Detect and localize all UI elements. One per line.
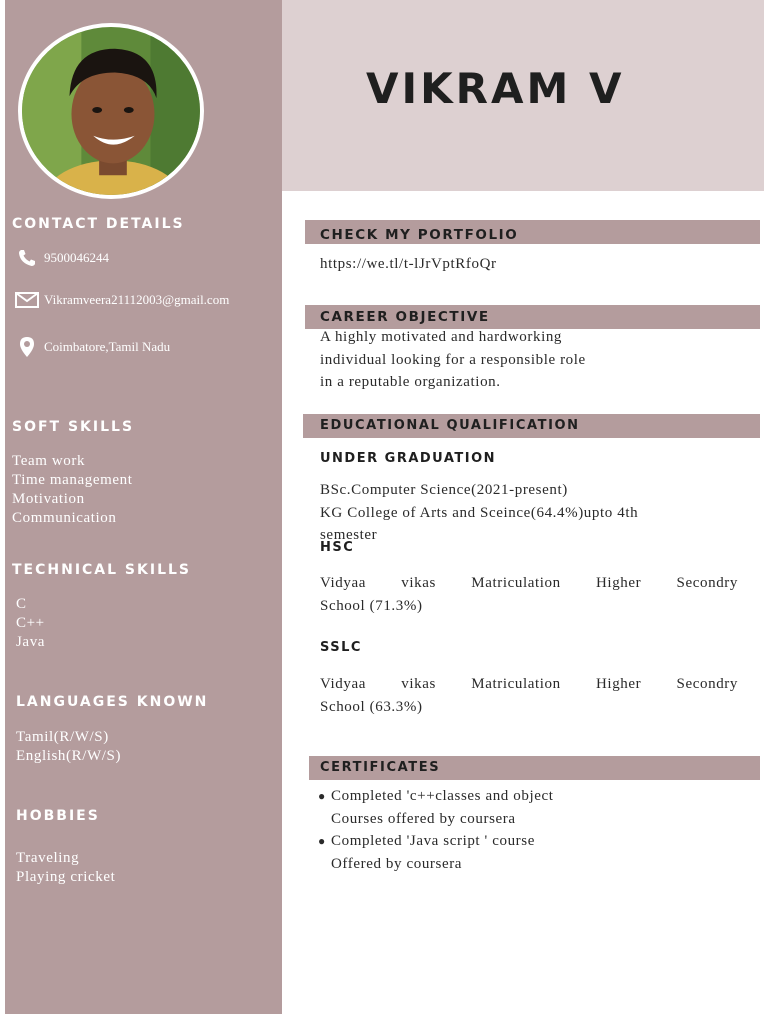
- languages-list: [16, 728, 121, 766]
- list-item: Java: [16, 634, 46, 650]
- languages-heading: LANGUAGES KNOWN: [16, 694, 209, 710]
- phone-number[interactable]: 9500046244: [44, 250, 109, 265]
- list-item: Team work: [12, 453, 86, 469]
- ug-title: UNDER GRADUATION: [320, 451, 497, 466]
- career-objective-text: A highly motivated and hardworking individual looking for a responsible role in a reputable organization.: [320, 329, 586, 390]
- hsc-details: Vidyaa vikas Matriculation Higher Secondry School (71.3%): [320, 575, 738, 614]
- contact-email: [14, 292, 229, 308]
- technical-skills-list: [16, 595, 45, 652]
- email-address[interactable]: Vikramveera21112003@gmail.com: [44, 292, 230, 307]
- portfolio-link[interactable]: https://we.tl/t-lJrVptRfoQr: [320, 256, 497, 272]
- list-item: ● Completed 'c++classes and object Courses offered by coursera: [318, 785, 554, 830]
- certificates-list: [318, 785, 554, 875]
- list-item: Tamil(R/W/S): [16, 729, 109, 745]
- envelope-icon: [14, 292, 40, 308]
- profile-photo: [18, 23, 204, 199]
- ug-details: BSc.Computer Science(2021-present) KG College of Arts and Sceince(64.4%)upto 4th semester: [320, 482, 639, 543]
- list-item: ● Completed 'Java script ' course Offered by coursera: [318, 830, 554, 875]
- portrait-image: [22, 27, 200, 195]
- list-item: Time management: [12, 472, 133, 488]
- location-pin-icon: [14, 336, 40, 358]
- portfolio-heading: CHECK MY PORTFOLIO: [320, 227, 519, 243]
- contact-location: [14, 336, 170, 358]
- hobbies-heading: HOBBIES: [16, 808, 100, 824]
- list-item: C: [16, 596, 27, 612]
- hobbies-list: [16, 849, 115, 887]
- page-title: VIKRAM V: [366, 64, 625, 113]
- phone-icon: [14, 248, 40, 268]
- education-heading: EDUCATIONAL QUALIFICATION: [320, 418, 580, 433]
- contact-phone: [14, 248, 109, 268]
- hsc-title: HSC: [320, 540, 355, 555]
- list-item: Communication: [12, 510, 117, 526]
- list-item: Playing cricket: [16, 869, 116, 885]
- contact-details-heading: CONTACT DETAILS: [12, 216, 185, 232]
- sslc-title: SSLC: [320, 640, 362, 655]
- bullet-icon: ●: [318, 834, 326, 848]
- location-text: Coimbatore,Tamil Nadu: [44, 339, 171, 354]
- list-item: C++: [16, 615, 45, 631]
- soft-skills-heading: SOFT SKILLS: [12, 419, 135, 435]
- list-item: English(R/W/S): [16, 748, 122, 764]
- certificates-heading: CERTIFICATES: [320, 760, 441, 775]
- career-objective-heading: CAREER OBJECTIVE: [320, 309, 490, 325]
- list-item: Traveling: [16, 850, 80, 866]
- soft-skills-list: [12, 452, 133, 528]
- list-item: Motivation: [12, 491, 85, 507]
- bullet-icon: ●: [318, 789, 326, 803]
- sslc-details: Vidyaa vikas Matriculation Higher Secondry School (63.3%): [320, 676, 738, 715]
- technical-skills-heading: TECHNICAL SKILLS: [12, 562, 191, 578]
